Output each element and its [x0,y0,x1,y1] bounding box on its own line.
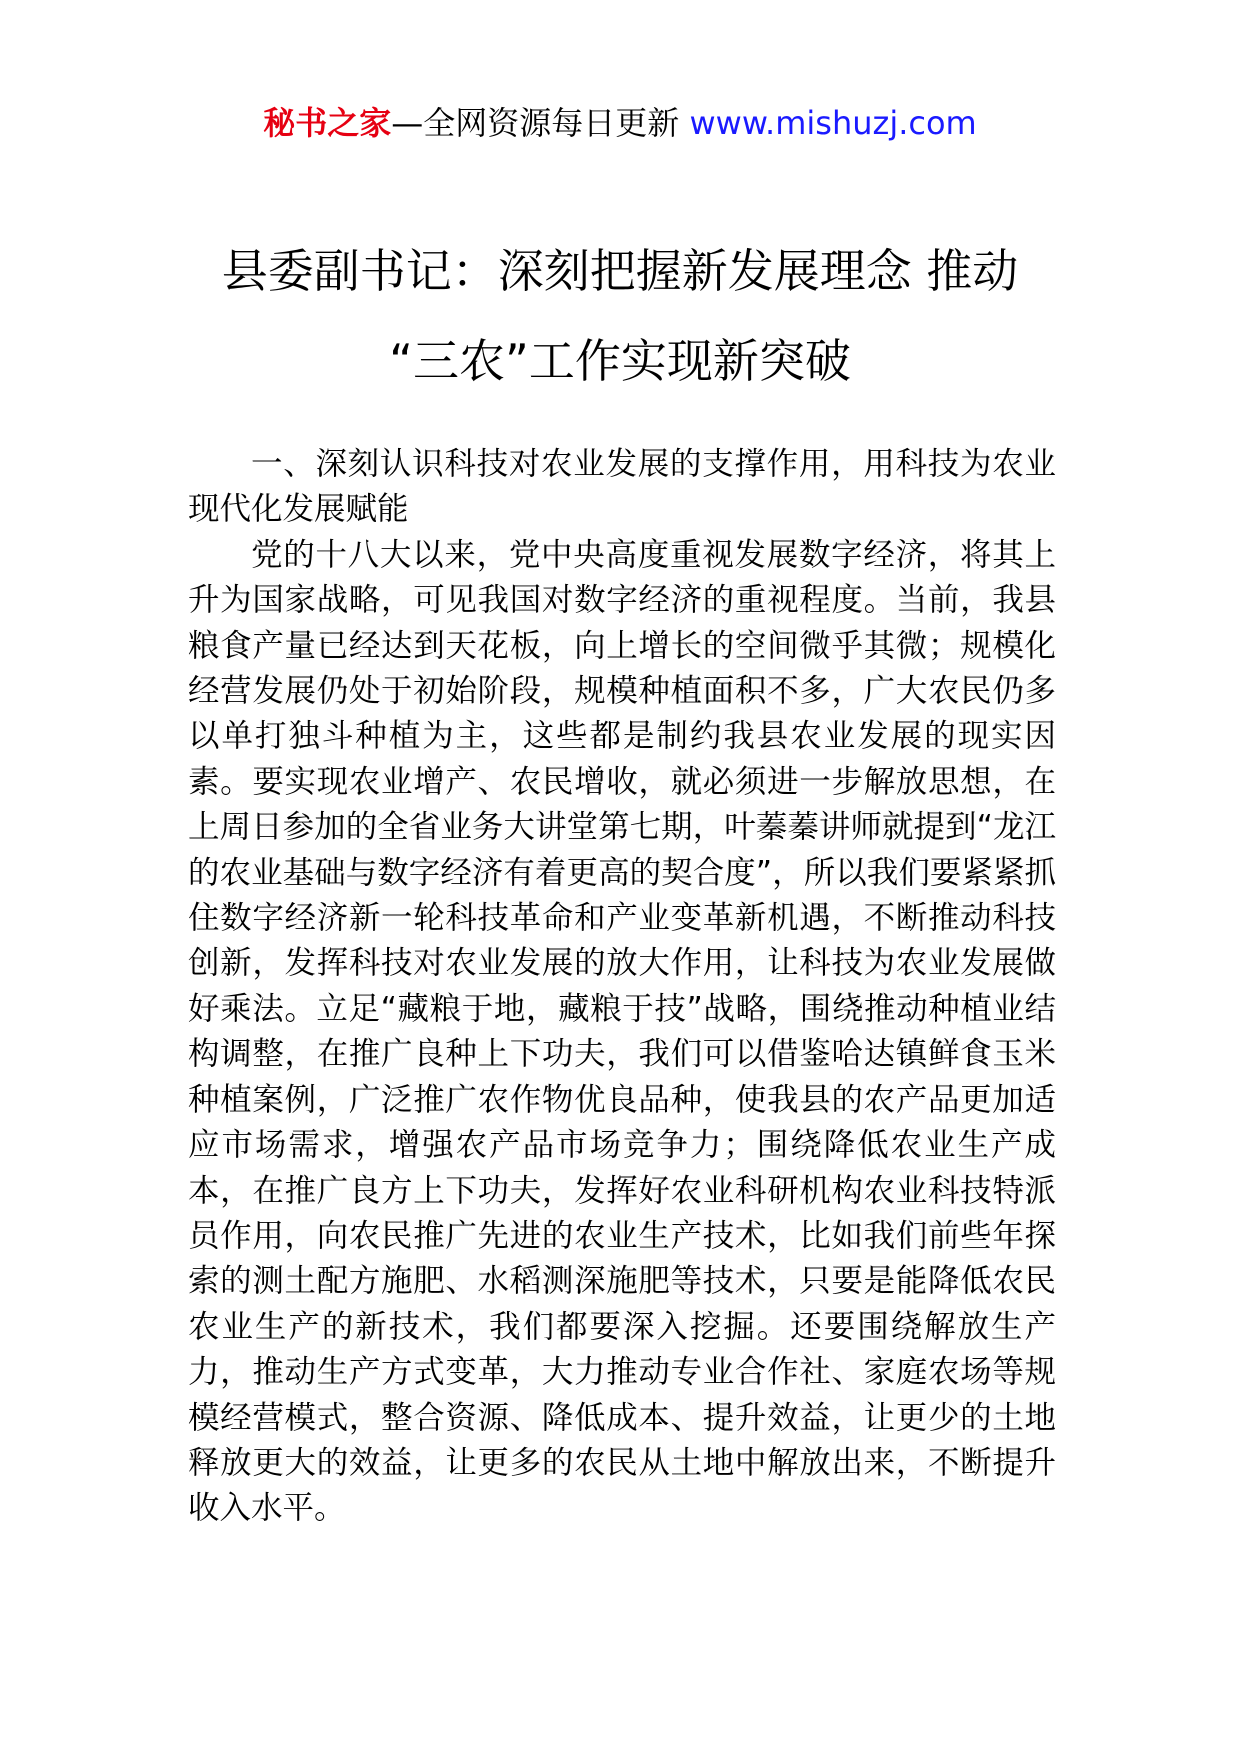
banner-slogan: —全网资源每日更新 [391,104,690,142]
section-heading: 一、深刻认识科技对农业发展的支撑作用，用科技为农业现代化发展赋能 [188,446,1056,528]
title-line-2: “三农”工作实现新突破 [389,334,851,388]
brand-name: 秘书之家 [263,104,392,142]
site-url-link[interactable]: www.mishuzj.com [689,104,977,142]
title-line-1: 县委副书记：深刻把握新发展理念 推动 [221,244,1019,298]
body-paragraph: 党的十八大以来，党中央高度重视发展数字经济，将其上升为国家战略，可见我国对数字经济的重视程度。当前，我县粮食产量已经达到天花板，向上增长的空间微乎其微；规模化经营发展仍处于初始阶段，规模种植面积不多，广大农民仍多以单打独斗种植为主，这些都是制约我县农业发展的现实因素。要实现农业增产、农民增收，就必须进一步解放思想，在上周日参加的全省业务大讲堂第七期，叶蓁蓁讲师就提到“龙江的农业基础与数字经济有着更高的契合度”，所以我们要紧紧抓住数字经济新一轮科技革命和产业变革新机遇，不断推动科技创新，发挥科技对农业发展的放大作用，让科技为农业发展做好乘法。立足“藏粮于地，藏粮于技”战略，围绕推动种植业结构调整，在推广良种上下功夫，我们可以借鉴哈达镇鲜食玉米种植案例，广泛推广农作物优良品种，使我县的农产品更加适应市场需求，增强农产品市场竞争力；围绕降低农业生产成本，在推广良方上下功夫，发挥好农业科研机构农业科技特派员作用，向农民推广先进的农业生产技术，比如我们前些年探索的测土配方施肥、水稻测深施肥等技术，只要是能降低农民农业生产的新技术，我们都要深入挖掘。还要围绕解放生产力，推动生产方式变革，大力推动专业合作社、家庭农场等规模经营模式，整合资源、降低成本、提升效益，让更少的土地释放更大的效益，让更多的农民从土地中解放出来，不断提升收入水平。 [188,536,1056,1527]
document-body [188,442,1056,1532]
site-banner [0,98,1240,148]
document-title [100,226,1140,406]
